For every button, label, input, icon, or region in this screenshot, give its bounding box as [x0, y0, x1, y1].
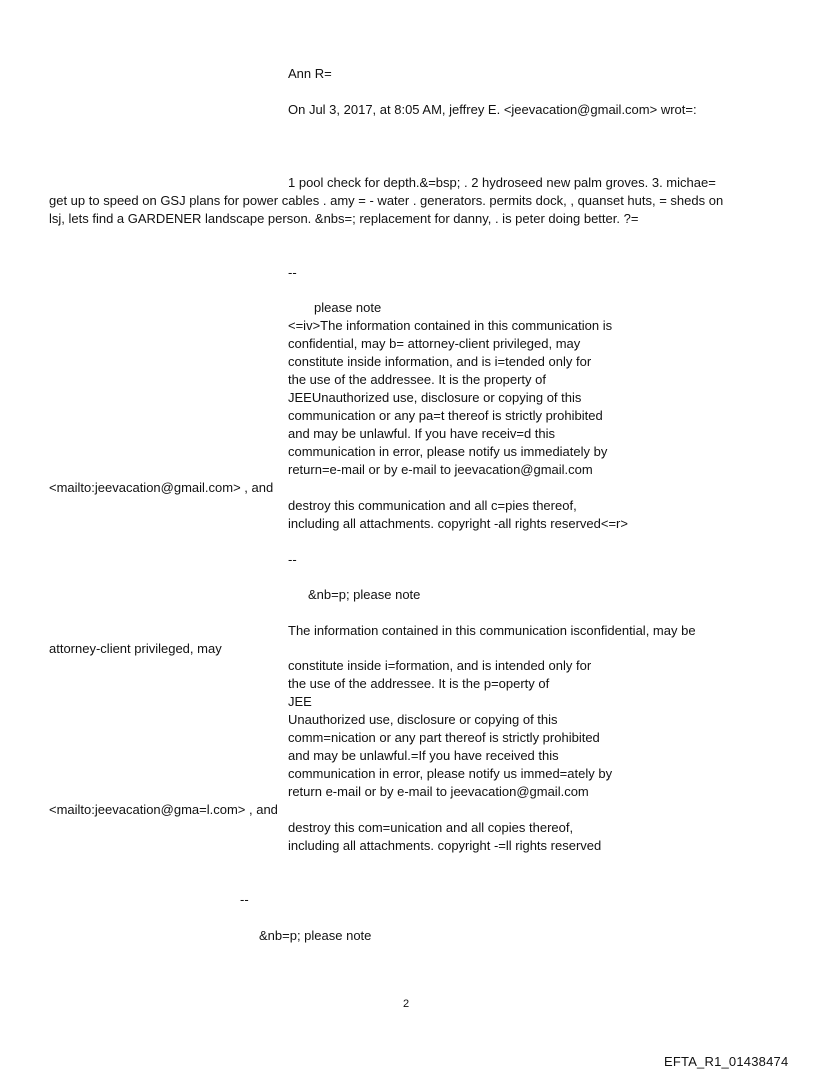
email-header-line: On Jul 3, 2017, at 8:05 AM, jeffrey E. <jeevacation@gmail.com> wrot=:	[288, 102, 697, 117]
notice-line: JEEUnauthorized use, disclosure or copying of this	[288, 390, 582, 405]
mailto-line: <mailto:jeevacation@gmail.com> , and	[49, 480, 274, 495]
notice-line: return e-mail or by e-mail to jeevacation@gmail.com	[288, 784, 589, 799]
separator: --	[288, 265, 297, 280]
notice-line: confidential, may b= attorney-client privileged, may	[288, 336, 581, 351]
notice-line: including all attachments. copyright -=ll rights reserved	[288, 838, 602, 853]
body-line-2: get up to speed on GSJ plans for power cables . amy = - water . generators. permits dock, , quanset huts, = sheds on	[49, 193, 724, 208]
notice-line: <=iv>The information contained in this communication is	[288, 318, 613, 333]
notice-line: return=e-mail or by e-mail to jeevacation@gmail.com	[288, 462, 593, 477]
notice-line: the use of the addressee. It is the p=operty of	[288, 676, 550, 691]
notice-line: and may be unlawful. If you have receiv=d this	[288, 426, 556, 441]
separator: --	[288, 552, 297, 567]
notice-line: including all attachments. copyright -all rights reserved<=r>	[288, 516, 628, 531]
notice-line: destroy this com=unication and all copies thereof,	[288, 820, 574, 835]
notice-heading: &nb=p; please note	[308, 587, 421, 602]
notice-line: communication in error, please notify us immediately by	[288, 444, 608, 459]
separator: --	[240, 892, 249, 907]
notice-line: communication in error, please notify us immed=ately by	[288, 766, 613, 781]
notice-line: comm=nication or any part thereof is strictly prohibited	[288, 730, 600, 745]
body-line-3: lsj, lets find a GARDENER landscape person. &nbs=; replacement for danny, . is peter doing better. ?=	[49, 211, 639, 226]
notice-body	[288, 657, 612, 801]
notice-line: constitute inside information, and is i=tended only for	[288, 354, 592, 369]
greeting-line: Ann R=	[288, 66, 332, 81]
notice-line: communication or any pa=t thereof is strictly prohibited	[288, 408, 603, 423]
notice-line: Unauthorized use, disclosure or copying of this	[288, 712, 558, 727]
notice-line: JEE	[288, 694, 312, 709]
notice-heading: &nb=p; please note	[259, 928, 372, 943]
notice-closing	[288, 497, 628, 533]
notice-wrap-line: attorney-client privileged, may	[49, 641, 222, 656]
notice-closing	[288, 819, 601, 855]
page-number: 2	[403, 998, 410, 1010]
notice-line: and may be unlawful.=If you have received this	[288, 748, 559, 763]
notice-heading: please note	[314, 300, 382, 315]
mailto-line: <mailto:jeevacation@gma=l.com> , and	[49, 802, 278, 817]
notice-line: The information contained in this communication isconfidential, may be	[288, 623, 696, 638]
notice-body	[288, 317, 612, 479]
body-line-1: 1 pool check for depth.&=bsp; . 2 hydroseed new palm groves. 3. michae=	[288, 175, 716, 190]
document-id: EFTA_R1_01438474	[664, 1054, 789, 1069]
notice-line: the use of the addressee. It is the property of	[288, 372, 546, 387]
notice-line: destroy this communication and all c=pies thereof,	[288, 498, 577, 513]
notice-line: constitute inside i=formation, and is intended only for	[288, 658, 592, 673]
